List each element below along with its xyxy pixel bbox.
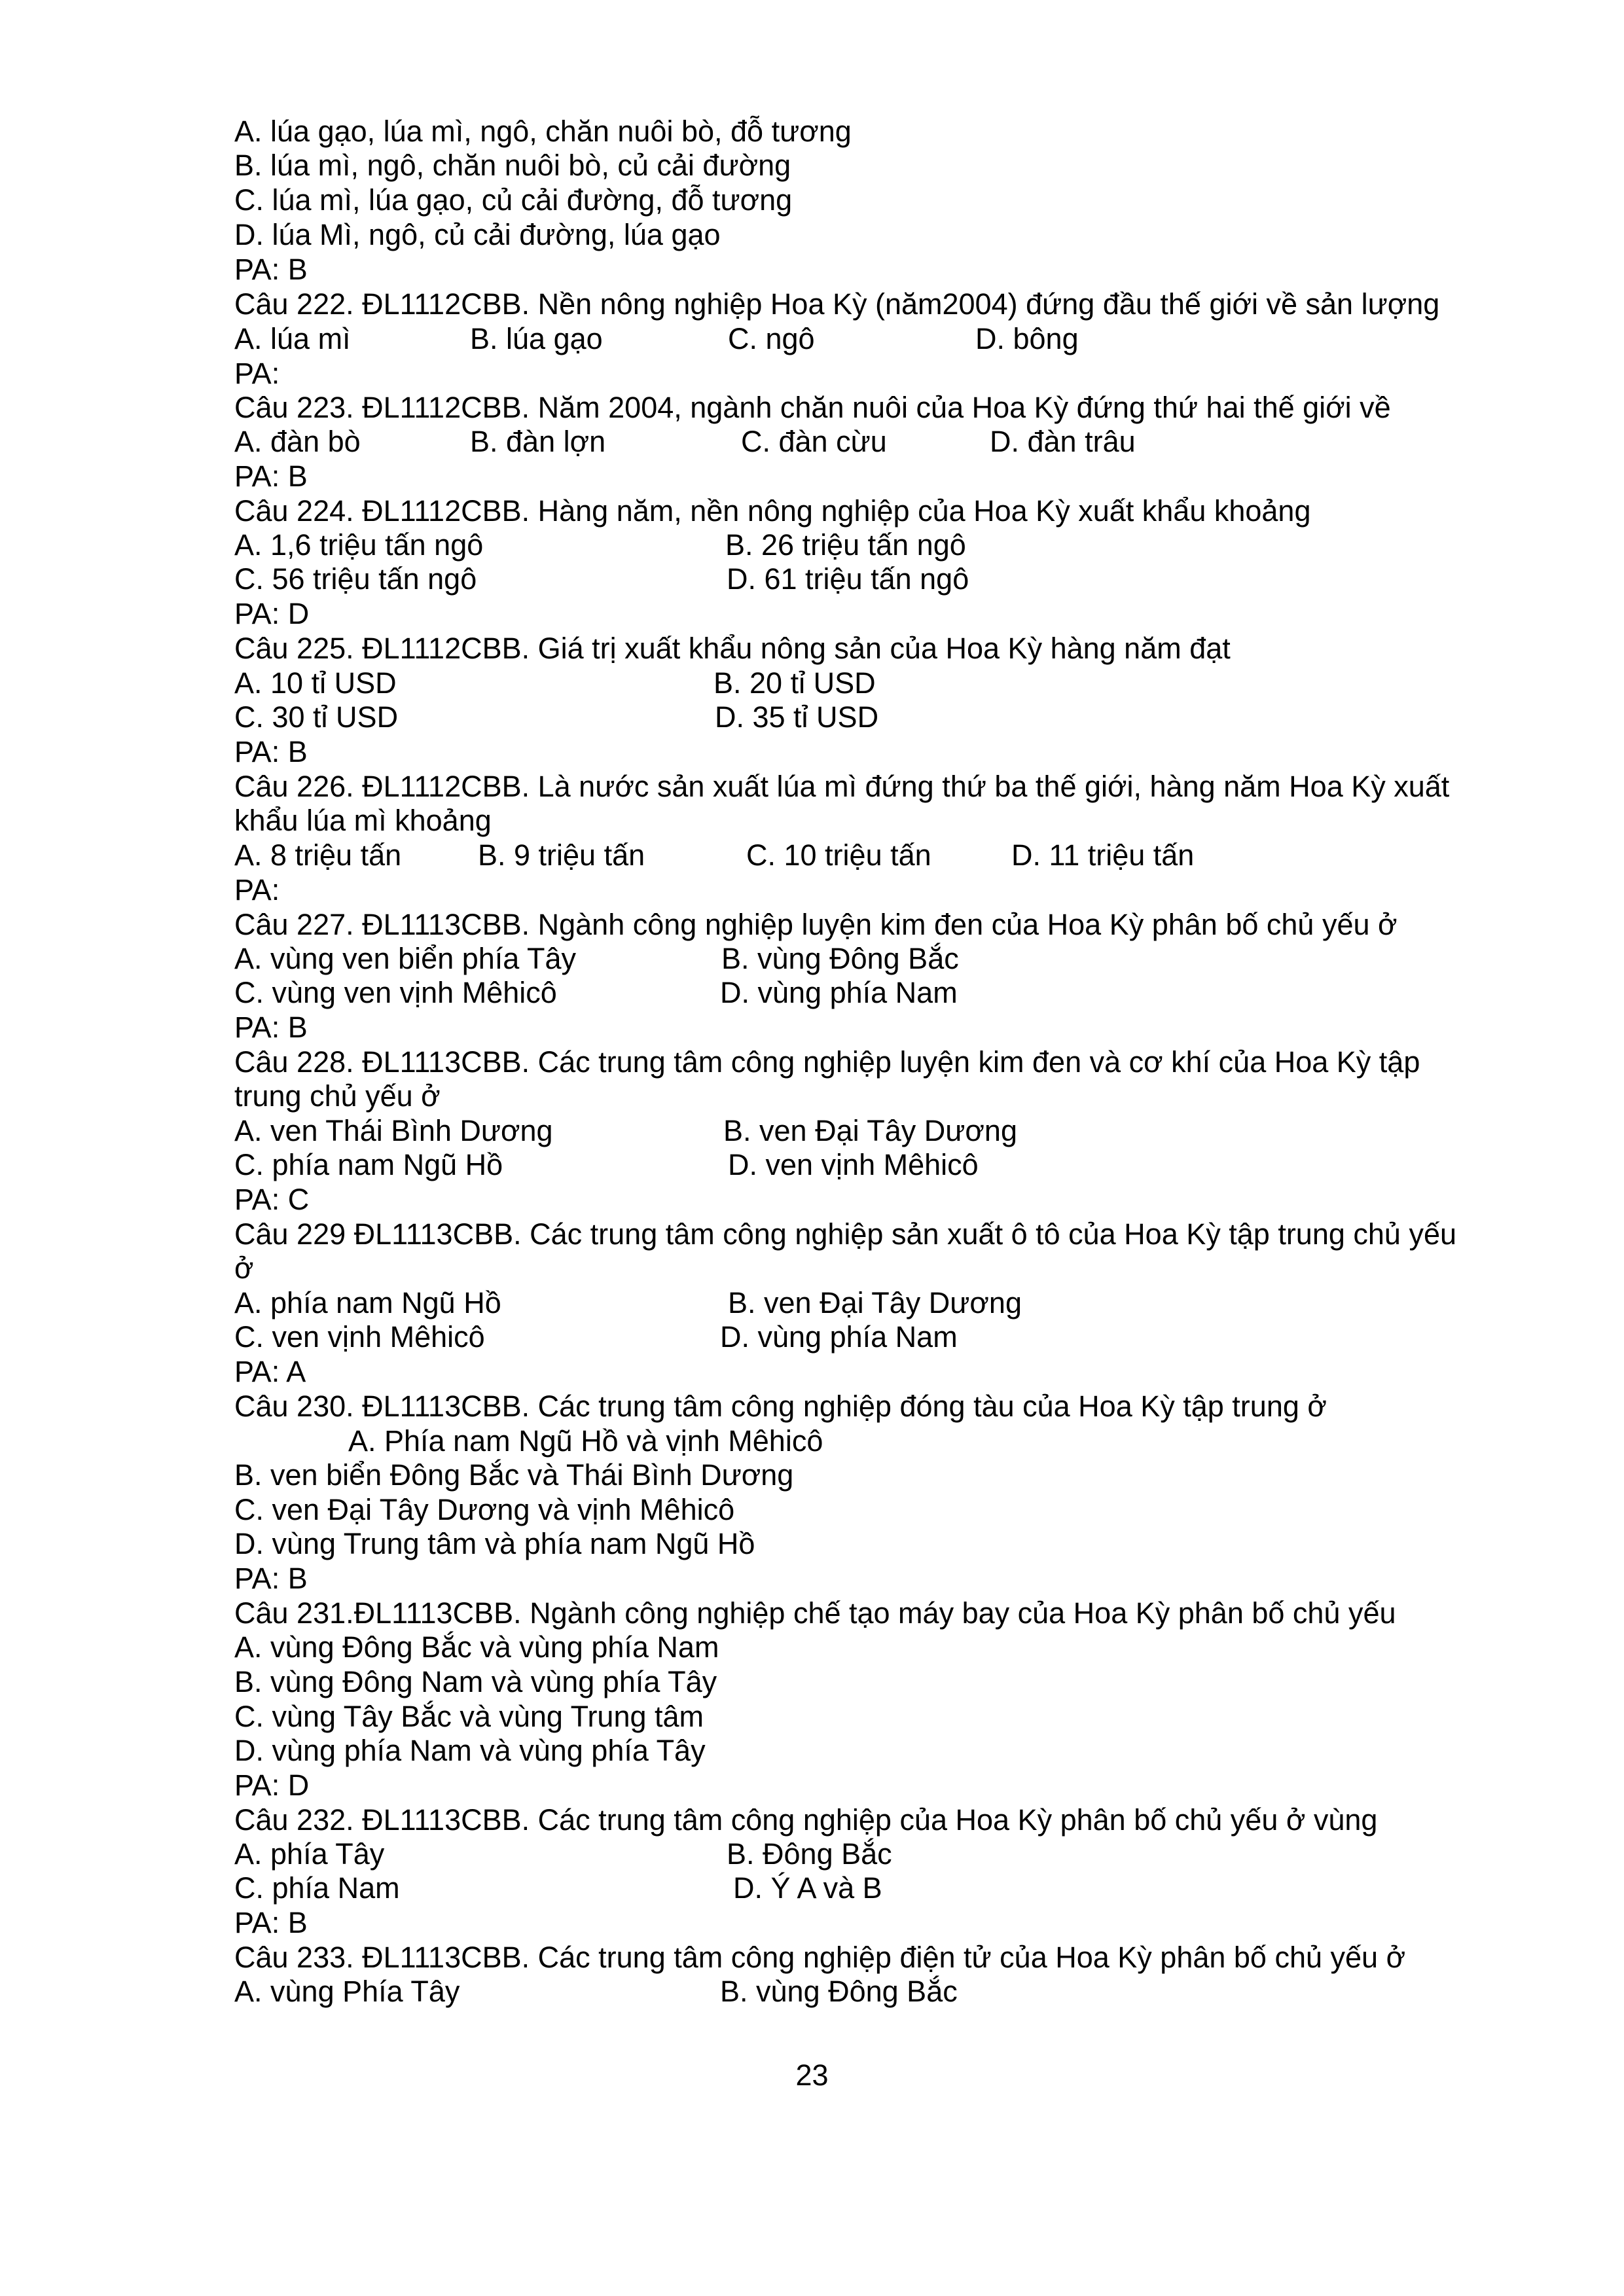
text-line: PA: D bbox=[234, 1768, 310, 1802]
text-line: Câu 229 ĐL1113CBB. Các trung tâm công nghiệp sản xuất ô tô của Hoa Kỳ tập trung chủ yếu bbox=[234, 1217, 1456, 1251]
answer-option: C. vùng ven vịnh Mêhicô bbox=[234, 976, 557, 1009]
text-line: C. ven Đại Tây Dương và vịnh Mêhicô bbox=[234, 1493, 735, 1526]
text-line: Câu 224. ĐL1112CBB. Hàng năm, nền nông nghiệp của Hoa Kỳ xuất khẩu khoảng bbox=[234, 494, 1311, 528]
text-line: A. vùng Đông Bắc và vùng phía Nam bbox=[234, 1630, 719, 1664]
text-line: A. Phía nam Ngũ Hồ và vịnh Mêhicô bbox=[348, 1424, 823, 1458]
text-line: Câu 223. ĐL1112CBB. Năm 2004, ngành chăn nuôi của Hoa Kỳ đứng thứ hai thế giới về bbox=[234, 391, 1391, 424]
text-line: PA: B bbox=[234, 1906, 308, 1939]
text-line: Câu 231.ĐL1113CBB. Ngành công nghiệp chế tạo máy bay của Hoa Kỳ phân bố chủ yếu bbox=[234, 1596, 1396, 1630]
answer-option: C. 56 triệu tấn ngô bbox=[234, 562, 477, 596]
text-line: D. vùng Trung tâm và phía nam Ngũ Hồ bbox=[234, 1527, 755, 1560]
text-line: trung chủ yếu ở bbox=[234, 1079, 441, 1113]
text-line: Câu 230. ĐL1113CBB. Các trung tâm công nghiệp đóng tàu của Hoa Kỳ tập trung ở bbox=[234, 1390, 1327, 1423]
text-line: Câu 222. ĐL1112CBB. Nền nông nghiệp Hoa Kỳ (năm2004) đứng đầu thế giới về sản lượng bbox=[234, 287, 1440, 321]
answer-option: A. đàn bò bbox=[234, 425, 361, 458]
answer-option: B. đàn lợn bbox=[470, 425, 606, 458]
text-line: PA: B bbox=[234, 459, 308, 493]
text-line: PA: D bbox=[234, 597, 310, 630]
text-line: B. lúa mì, ngô, chăn nuôi bò, củ cải đường bbox=[234, 149, 791, 182]
answer-option: C. phía nam Ngũ Hồ bbox=[234, 1148, 503, 1181]
answer-option: D. 35 tỉ USD bbox=[715, 700, 879, 734]
answer-option: D. ven vịnh Mêhicô bbox=[728, 1148, 979, 1181]
text-line: Câu 232. ĐL1113CBB. Các trung tâm công nghiệp của Hoa Kỳ phân bố chủ yếu ở vùng bbox=[234, 1803, 1378, 1837]
answer-option: C. đàn cừu bbox=[741, 425, 887, 458]
text-line: PA: A bbox=[234, 1355, 306, 1388]
text-line: D. lúa Mì, ngô, củ cải đường, lúa gạo bbox=[234, 218, 721, 251]
text-line: B. vùng Đông Nam và vùng phía Tây bbox=[234, 1665, 717, 1698]
text-line: Câu 228. ĐL1113CBB. Các trung tâm công nghiệp luyện kim đen và cơ khí của Hoa Kỳ tập bbox=[234, 1045, 1420, 1079]
answer-option: D. Ý A và B bbox=[733, 1871, 882, 1905]
text-line: PA: C bbox=[234, 1183, 310, 1216]
text-line: B. ven biển Đông Bắc và Thái Bình Dương bbox=[234, 1458, 794, 1492]
answer-option: C. ven vịnh Mêhicô bbox=[234, 1320, 485, 1354]
answer-option: D. bông bbox=[975, 322, 1079, 355]
answer-option: A. 1,6 triệu tấn ngô bbox=[234, 528, 484, 562]
text-line: PA: bbox=[234, 873, 280, 906]
answer-option: B. 9 triệu tấn bbox=[478, 838, 645, 872]
answer-option: B. Đông Bắc bbox=[727, 1837, 892, 1871]
text-line: khẩu lúa mì khoảng bbox=[234, 804, 492, 837]
answer-option: A. lúa mì bbox=[234, 322, 351, 355]
answer-option: C. 30 tỉ USD bbox=[234, 700, 399, 734]
answer-option: B. vùng Đông Bắc bbox=[721, 942, 959, 975]
text-line: PA: B bbox=[234, 253, 308, 286]
text-line: PA: B bbox=[234, 1011, 308, 1044]
answer-option: B. ven Đại Tây Dương bbox=[723, 1114, 1017, 1147]
text-line: ở bbox=[234, 1251, 254, 1285]
text-line: PA: B bbox=[234, 735, 308, 768]
text-line: Câu 233. ĐL1113CBB. Các trung tâm công nghiệp điện tử của Hoa Kỳ phân bố chủ yếu ở bbox=[234, 1941, 1406, 1974]
answer-option: A. ven Thái Bình Dương bbox=[234, 1114, 553, 1147]
answer-option: D. vùng phía Nam bbox=[720, 1320, 958, 1354]
answer-option: A. phía Tây bbox=[234, 1837, 385, 1871]
answer-option: A. 8 triệu tấn bbox=[234, 838, 402, 872]
text-line: C. vùng Tây Bắc và vùng Trung tâm bbox=[234, 1700, 704, 1733]
answer-option: C. 10 triệu tấn bbox=[746, 838, 931, 872]
answer-option: B. 26 triệu tấn ngô bbox=[725, 528, 966, 562]
answer-option: B. 20 tỉ USD bbox=[713, 666, 876, 700]
answer-option: B. lúa gạo bbox=[470, 322, 603, 355]
page-number: 23 bbox=[795, 2058, 829, 2092]
answer-option: D. đàn trâu bbox=[990, 425, 1136, 458]
answer-option: A. vùng Phía Tây bbox=[234, 1975, 460, 2008]
text-line: Câu 227. ĐL1113CBB. Ngành công nghiệp luyện kim đen của Hoa Kỳ phân bố chủ yếu ở bbox=[234, 908, 1398, 941]
answer-option: A. vùng ven biển phía Tây bbox=[234, 942, 577, 975]
text-line: D. vùng phía Nam và vùng phía Tây bbox=[234, 1734, 706, 1767]
answer-option: A. phía nam Ngũ Hồ bbox=[234, 1286, 501, 1319]
text-line: PA: bbox=[234, 357, 280, 390]
text-line: PA: B bbox=[234, 1562, 308, 1595]
answer-option: B. vùng Đông Bắc bbox=[720, 1975, 958, 2008]
answer-option: D. 11 triệu tấn bbox=[1011, 838, 1195, 872]
answer-option: C. ngô bbox=[728, 322, 815, 355]
answer-option: A. 10 tỉ USD bbox=[234, 666, 397, 700]
text-line: Câu 226. ĐL1112CBB. Là nước sản xuất lúa mì đứng thứ ba thế giới, hàng năm Hoa Kỳ xuất bbox=[234, 770, 1450, 803]
text-line: C. lúa mì, lúa gạo, củ cải đường, đỗ tương bbox=[234, 183, 793, 217]
text-line: A. lúa gạo, lúa mì, ngô, chăn nuôi bò, đỗ tương bbox=[234, 115, 852, 148]
answer-option: B. ven Đại Tây Dương bbox=[728, 1286, 1022, 1319]
answer-option: D. 61 triệu tấn ngô bbox=[727, 562, 969, 596]
answer-option: D. vùng phía Nam bbox=[720, 976, 958, 1009]
answer-option: C. phía Nam bbox=[234, 1871, 400, 1905]
text-line: Câu 225. ĐL1112CBB. Giá trị xuất khẩu nông sản của Hoa Kỳ hàng năm đạt bbox=[234, 632, 1231, 665]
